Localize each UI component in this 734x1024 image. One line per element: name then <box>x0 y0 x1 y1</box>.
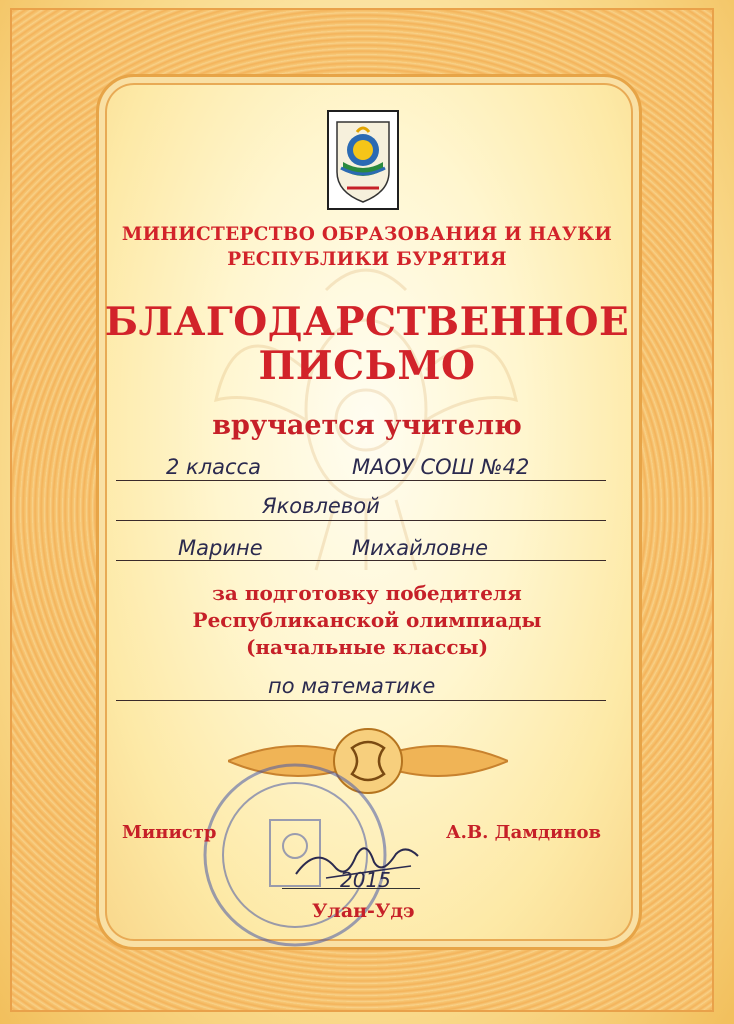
signatory-role: Министр <box>122 822 217 843</box>
fill-line-surname <box>116 520 606 521</box>
handwritten-patronymic: Михайловне <box>352 536 489 560</box>
ministry-line-2: РЕСПУБЛИКИ БУРЯТИЯ <box>227 249 507 270</box>
certificate-title <box>100 300 634 388</box>
title-line-2: ПИСЬМО <box>258 343 476 389</box>
awarded-to-text: вручается учителю <box>212 410 522 441</box>
reason-line-1: за подготовку победителя <box>212 581 522 605</box>
award-reason <box>100 580 634 661</box>
signatory-name: А.В. Дамдинов <box>446 822 602 843</box>
reason-line-3: (начальные классы) <box>245 635 489 659</box>
fill-line-class-school <box>116 480 606 481</box>
title-line-1: БЛАГОДАРСТВЕННОЕ <box>104 299 630 345</box>
fill-line-name <box>116 560 606 561</box>
handwritten-first-name: Марине <box>178 536 263 560</box>
handwritten-subject: по математике <box>268 674 436 698</box>
city-name: Улан-Удэ <box>312 900 415 922</box>
coat-of-arms-emblem <box>327 110 399 210</box>
handwritten-year: 2015 <box>340 868 391 892</box>
handwritten-school: МАОУ СОШ №42 <box>352 455 530 479</box>
ministry-heading <box>100 222 634 272</box>
reason-line-2: Республиканской олимпиады <box>192 608 542 632</box>
handwritten-class: 2 класса <box>166 455 261 479</box>
fill-line-subject <box>116 700 606 701</box>
handwritten-surname: Яковлевой <box>262 494 380 518</box>
ministry-line-1: МИНИСТЕРСТВО ОБРАЗОВАНИЯ И НАУКИ <box>121 224 613 245</box>
